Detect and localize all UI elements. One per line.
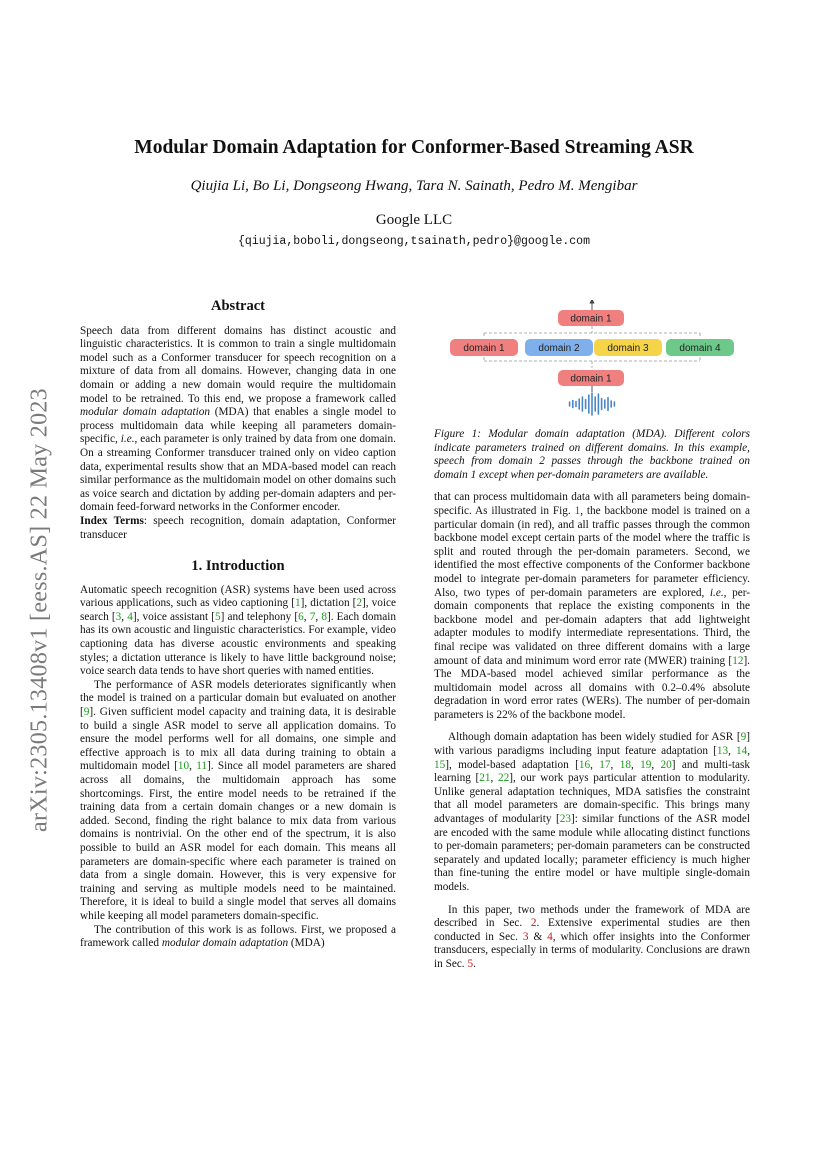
figure-1 [434, 300, 750, 422]
citation-link[interactable]: 23 [559, 813, 571, 826]
index-terms: Index Terms: speech recognition, domain adaptation, Conformer transducer [80, 514, 397, 541]
citation-link[interactable]: 22 [498, 772, 510, 785]
citation-link[interactable]: 9 [83, 706, 90, 719]
intro-paragraph-3-cont: that can process multidomain data with all parameters being domain-specific. As illustrated in Fig. 1, the backbone model is trained on a particular domain (in red), and all traffic passes through the common backbone model except certain parts of the model where the traffic is split and routed through the per-domain parameters. Second, we identified the most effective components of the Conformer backbone model to integrate per-domain parameters for parameter efficiency. Also, two types of per-domain parameters are explored, i.e., per-domain components that replace the existing components in the backbone model and per-domain adapters that add lightweight adapter modules to modify intermediate representations. Third, the final recipe was validated on three different domains with a large amount of data and minimum word error rate (MWER) training [12]. The MDA-based model achieved similar performance as the multidomain model across all domains with 0.2–0.4% absolute degradation in word error rates (WERs). The number of per-domain parameters is 22% of the backbone model. [434, 491, 751, 721]
affiliation: Google LLC [375, 212, 453, 228]
citation-link[interactable]: 3 [115, 610, 122, 623]
arxiv-id: arXiv:2305.13408v1 [eess.AS] 22 May 2023 [26, 388, 53, 832]
citation-link[interactable]: 21 [479, 772, 491, 785]
citation-link[interactable]: 14 [735, 745, 748, 758]
intro-paragraph-5: In this paper, two methods under the framework of MDA are described in Sec. 2. Extensive experimental studies are then conducted in Sec. 3 & 4, which offer insights into the Conformer transducers, especially in terms of modularity. Conclusions are drawn in Sec. 5. [434, 903, 751, 970]
domain-box-label-3: domain 3 [607, 343, 649, 354]
citation-link[interactable]: 13 [716, 745, 729, 758]
citation-link[interactable]: 6 [298, 610, 304, 623]
bottom-domain-label: domain 1 [570, 373, 612, 385]
intro-paragraph-4: Although domain adaptation has been widely studied for ASR [9] with various paradigms including input feature adaptation [13, 14, 15], model-based adaptation [16, 17, 18, 19, 20] and multi-task learning [21, 22], our work pays particular attention to modularity. Unlike general adaptation techniques, MDA satisfies the constraint that all model parameters are domain-specific. This brings many advantages of modularity [23]: similar functions of the ASR model are encoded with the same module while allocating distinct functions to per-domain parameters; per-domain parameters can be constructed separately and updated locally; parameter efficiency is much higher than fine-tuning the entire model or have multiple single-domain models. [434, 731, 751, 893]
domain-box-label-1: domain 1 [463, 343, 505, 354]
section-ref-link[interactable]: 4 [547, 930, 553, 943]
introduction-heading: 1. Introduction [191, 558, 285, 575]
author-list: Qiujia Li, Bo Li, Dongseong Hwang, Tara N. Sainath, Pedro M. Mengibar [190, 178, 638, 194]
citation-link[interactable]: 1 [294, 597, 301, 610]
abstract-heading: Abstract [211, 298, 265, 314]
citation-link[interactable]: 8 [321, 610, 327, 623]
paper-title: Modular Domain Adaptation for Conformer-Based Streaming ASR [134, 137, 694, 158]
left-column [80, 300, 396, 951]
domain-box-label-2: domain 2 [538, 343, 580, 354]
mda-diagram [434, 300, 750, 422]
section-ref-link[interactable]: 2 [530, 917, 537, 930]
figure-ref-link[interactable]: 1 [574, 504, 581, 517]
citation-link[interactable]: 16 [578, 758, 591, 771]
citation-link[interactable]: 18 [619, 758, 631, 771]
intro-paragraph-2: The performance of ASR models deteriorates significantly when the model is trained on a particular domain but evaluated on another [9]. Given sufficient model capacity and training data, it is desirable to build a single ASR model to serve all application domains. To ensure the model performs well for all domains, one simple and effective approach is to mix all data during training to obtain a multidomain model [10, 11]. Since all model parameters are shared across all domains, the multidomain approach has some shortcomings. First, the entire model needs to be retrained if the training data from a certain domain changes or a new domain is added. Second, finding the right balance to mix data from various domains is nontrivial. On the other end of the spectrum, it is also possible to build an ASR model for each domain. This means all parameters are domain-specific where each parameter is trained on data from a single domain. However, this is very expensive for training and serving as multiple models need to be maintained. Therefore, it is ideal to build a single model that serves all domains while keeping all model parameters domain-specific. [80, 678, 396, 922]
section-ref-link[interactable]: 3 [522, 930, 529, 943]
arxiv-sidebar-stamp [20, 345, 60, 875]
author-emails: {qiujia,boboli,dongseong,tsainath,pedro}@google.com [238, 235, 590, 248]
citation-link[interactable]: 5 [215, 610, 221, 623]
citation-link[interactable]: 12 [732, 654, 744, 667]
citation-link[interactable]: 17 [599, 758, 611, 771]
speech-waveform-icon [570, 393, 615, 415]
intro-paragraph-3-start: The contribution of this work is as follows. First, we proposed a framework called modular domain adaptation (MDA) [80, 923, 396, 950]
right-column [434, 300, 750, 972]
citation-link[interactable]: 19 [640, 758, 652, 771]
citation-link[interactable]: 10 [177, 760, 190, 773]
section-ref-link[interactable]: 5 [467, 957, 474, 970]
top-domain-label: domain 1 [570, 313, 612, 325]
intro-paragraph-1: Automatic speech recognition (ASR) systems have been used across various applications, such as video captioning [1], dictation [2], voice search [3, 4], voice assistant [5] and telephony [6, 7, 8]. Each domain has its own acoustic and linguistic characteristics. For example, video captioning data has diverse acoustic environments and speaking styles; a dictation utterance is likely to have little background noise; voice search data tends to have short queries with named entities. [80, 583, 397, 678]
citation-link[interactable]: 20 [660, 758, 672, 771]
citation-link[interactable]: 11 [196, 760, 208, 773]
citation-link[interactable]: 9 [740, 731, 747, 744]
citation-link[interactable]: 15 [434, 758, 446, 771]
domain-box-row [450, 339, 734, 356]
citation-link[interactable]: 7 [309, 610, 316, 623]
abstract-body: Speech data from different domains has distinct acoustic and linguistic characteristics. It is common to train a single multidomain model such as a Conformer transducer for speech recognition on a mixture of data from all domains. However, changing data in one domain or adding a new domain would require the multidomain model to be retrained. To this end, we propose a framework called modular domain adaptation (MDA) that enables a single model to process multidomain data while keeping all parameters domain-specific, i.e., each parameter is only trained by data from one domain. On a streaming Conformer transducer trained only on video caption data, experimental results show that an MDA-based model can reach similar performance as the multidomain model on other domains such as voice search and dictation by adding per-domain adapters and per-domain feed-forward networks in the Conformer encoder. [80, 324, 396, 514]
citation-link[interactable]: 4 [127, 610, 133, 623]
citation-link[interactable]: 2 [356, 597, 363, 610]
figure-1-caption: Figure 1: Modular domain adaptation (MDA). Different colors indicate parameters trained on different domains. In this example, speech from domain 2 passes through the backbone trained on domain 1 except when per-domain parameters are available. [434, 428, 751, 481]
domain-box-label-4: domain 4 [679, 343, 721, 354]
